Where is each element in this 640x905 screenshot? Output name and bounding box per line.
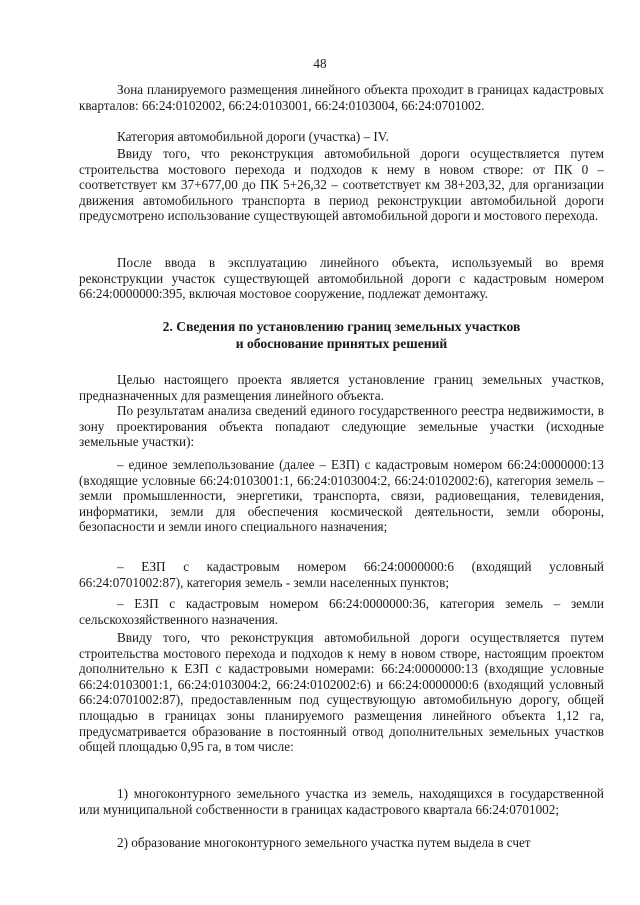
page-number: 48 <box>313 56 327 71</box>
list-item-ezp-6: – ЕЗП с кадастровым номером 66:24:0000000:6 (входящий условный 66:24:0701002:87), категория земель - земли населенных пунктов; <box>79 559 604 590</box>
paragraph-dismantling: После ввода в эксплуатацию линейного объекта, используемый во время реконструкции участок существующей автомобильной дороги с кадастровым номером 66:24:0000000:395, включая мостовое сооружение, подлежат демонтажу. <box>79 255 604 302</box>
paragraph-zone: Зона планируемого размещения линейного объекта проходит в границах кадастровых кварталов: 66:24:0102002, 66:24:0103001, 66:24:0103004, 66:24:0701002. <box>79 82 604 113</box>
paragraph-road-category: Категория автомобильной дороги (участка) – IV. <box>117 129 389 144</box>
list-item-plot-2: 2) образование многоконтурного земельного участка путем выдела в счет <box>117 835 531 850</box>
list-item-ezp-36: – ЕЗП с кадастровым номером 66:24:0000000:36, категория земель – земли сельскохозяйственного назначения. <box>79 596 604 627</box>
list-item-ezp-13: – единое землепользование (далее – ЕЗП) с кадастровым номером 66:24:0000000:13 (входящие условные 66:24:0103001:1, 66:24:0103004:2, 66:24:0102002:6), категория земель – земли промышленности, энергетики, транспорта, связи, радиовещания, телевидения, информатики, земли для обеспечения космической деятельности, земли обороны, безопасности и земли иного специального назначения; <box>79 457 604 535</box>
section-heading <box>79 319 604 352</box>
paragraph-new-plots: Ввиду того, что реконструкция автомобильной дороги осуществляется путем строительства мостового перехода и подходов к нему в новом створе, настоящим проектом дополнительно к ЕЗП с кадастровыми номерами: 66:24:0000000:13 (входящие условные 66:24:0103001:1, 66:24:0103004:2, 66:24:0102002:6) и 66:24:0000000:6 (входящий условный 66:24:0701002:87), предоставленным под существующую автомобильную дорогу, общей площадью в границах зоны планируемого размещения линейного объекта 1,12 га, предусматривается образование в постоянный отвод дополнительных земельных участков общей площадью 0,95 га, в том числе: <box>79 630 604 755</box>
section-heading-line-2: и обоснование принятых решений <box>235 335 448 351</box>
paragraph-reconstruction: Ввиду того, что реконструкция автомобильной дороги осуществляется путем строительства мостового перехода и подходов к нему в новом створе: от ПК 0 – соответствует км 37+677,00 до ПК 5+26,32 – соответствует км 38+203,32, для организации движения автомобильного транспорта в период реконструкции автомобильной дороги предусмотрено использование существующей автомобильной дороги и мостового перехода. <box>79 146 604 224</box>
paragraph-analysis: По результатам анализа сведений единого государственного реестра недвижимости, в зону проектирования объекта попадают следующие земельные участки (исходные земельные участки): <box>79 403 604 450</box>
section-heading-line-1: 2. Сведения по установлению границ земельных участков <box>162 319 521 334</box>
paragraph-goal: Целью настоящего проекта является установление границ земельных участков, предназначенных для размещения линейного объекта. <box>79 372 604 403</box>
list-item-plot-1: 1) многоконтурного земельного участка из земель, находящихся в государственной или муниципальной собственности в границах кадастрового квартала 66:24:0701002; <box>79 786 604 817</box>
